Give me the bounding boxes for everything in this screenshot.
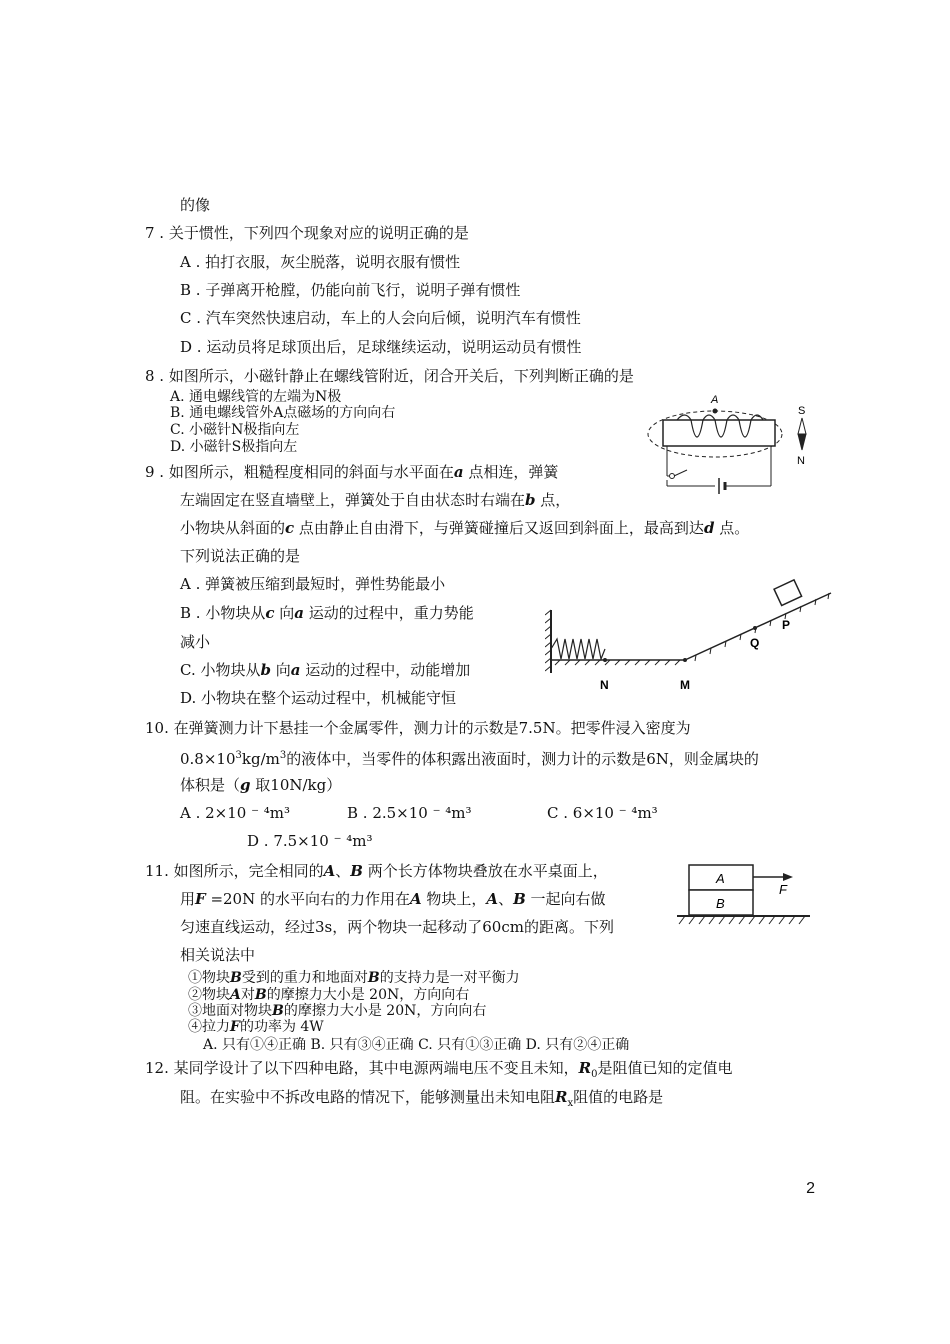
q7-option-d: D . 运动员将足球顶出后，足球继续运动，说明运动员有惯性 [180, 338, 582, 356]
block-b-label: B [716, 896, 725, 911]
q10-line3: 体积是（g 取10N/kg） [180, 776, 342, 794]
q11-statement-4: ④拉力F的功率为 4W [188, 1019, 324, 1035]
q8-option-c: C. 小磁针N极指向左 [170, 422, 300, 438]
solenoid-figure [645, 392, 820, 502]
q8-option-d: D. 小磁针S极指向左 [170, 439, 298, 455]
q12-line2: 阻。在实验中不拆改电路的情况下，能够测量出未知电阻$R_x$阻值的电路是 [180, 1088, 664, 1109]
q9-line4: 下列说法正确的是 [180, 547, 301, 565]
q10-option-d: D . 7.5×10 ⁻ ⁴m³ [247, 832, 373, 850]
q7-stem: 7 . 关于惯性，下列四个现象对应的说明正确的是 [145, 224, 469, 242]
q9-option-c: C. 小物块从b 向a 运动的过程中，动能增加 [180, 661, 471, 679]
q8-stem: 8 . 如图所示，小磁针静止在螺线管附近，闭合开关后，下列判断正确的是 [145, 367, 634, 385]
point-a-label: A [711, 394, 719, 406]
q11-line4: 相关说法中 [180, 946, 256, 964]
q7-option-c: C . 汽车突然快速启动，车上的人会向后倾，说明汽车有惯性 [180, 309, 581, 327]
q11-statement-2: ②物块A对B的摩擦力大小是 20N，方向向右 [188, 987, 470, 1003]
q9-option-d: D. 小物块在整个运动过程中，机械能守恒 [180, 689, 457, 707]
q8-option-a: A. 通电螺线管的左端为N极 [170, 389, 342, 405]
q11-choices: A. 只有①④正确 B. 只有③④正确 C. 只有①③正确 D. 只有②④正确 [203, 1037, 630, 1053]
q10-line1: 10. 在弹簧测力计下悬挂一个金属零件，测力计的示数是7.5N。把零件浸入密度为 [145, 719, 691, 737]
q7-option-b: B . 子弹离开枪膛，仍能向前飞行，说明子弹有惯性 [180, 281, 521, 299]
point-m-label: M [680, 678, 690, 692]
south-label: S [798, 405, 806, 417]
q10-line2: $0.8\times 10^3kg/m^3$的液体中，当零件的体积露出液面时，测力计的示数是6N，则金属块的 [180, 750, 759, 768]
continuation-text: 的像 [180, 196, 211, 214]
q10-option-b: B . 2.5×10 ⁻ ⁴m³ [347, 804, 472, 822]
incline-figure [545, 575, 840, 695]
q9-option-a: A . 弹簧被压缩到最短时，弹性势能最小 [180, 575, 446, 593]
point-p-label: P [782, 618, 791, 632]
q11-statement-1: ①物块B受到的重力和地面对B的支持力是一对平衡力 [188, 970, 520, 986]
q10-option-a: A . 2×10 ⁻ ⁴m³ [180, 804, 291, 822]
q12-line1: 12. 某同学设计了以下四种电路，其中电源两端电压不变且未知，$R_0$是阻值已知的定值电 [145, 1059, 733, 1080]
q7-option-a: A . 拍打衣服，灰尘脱落，说明衣服有惯性 [180, 253, 461, 271]
block-a-label: A [716, 871, 725, 886]
q11-line1: 11. 如图所示，完全相同的A、B 两个长方体物块叠放在水平桌面上， [145, 862, 608, 880]
page-number: 2 [806, 1180, 815, 1197]
point-q-label: Q [750, 636, 760, 650]
q9-line2: 左端固定在竖直墙壁上，弹簧处于自由状态时右端在b 点， [180, 491, 571, 509]
point-n-label: N [600, 678, 609, 692]
q11-line2: 用F =20N 的水平向右的力作用在A 物块上，A、B 一起向右做 [180, 890, 606, 908]
blocks-figure [675, 860, 820, 935]
q11-line3: 匀速直线运动，经过3s，两个物块一起移动了60cm的距离。下列 [180, 918, 614, 936]
north-label: N [797, 455, 805, 467]
q9-option-b-cont: 减小 [180, 633, 211, 651]
q9-option-b: B . 小物块从c 向a 运动的过程中，重力势能 [180, 604, 474, 622]
q11-statement-3: ③地面对物块B的摩擦力大小是 20N，方向向右 [188, 1003, 487, 1019]
q9-line1: 9 . 如图所示，粗糙程度相同的斜面与水平面在a 点相连，弹簧 [145, 463, 559, 481]
q9-line3: 小物块从斜面的c 点由静止自由滑下，与弹簧碰撞后又返回到斜面上，最高到达d 点。 [180, 519, 750, 537]
q8-option-b: B. 通电螺线管外A点磁场的方向向右 [170, 405, 396, 421]
force-f-label: F [779, 882, 787, 897]
q10-option-c: C . 6×10 ⁻ ⁴m³ [547, 804, 658, 822]
